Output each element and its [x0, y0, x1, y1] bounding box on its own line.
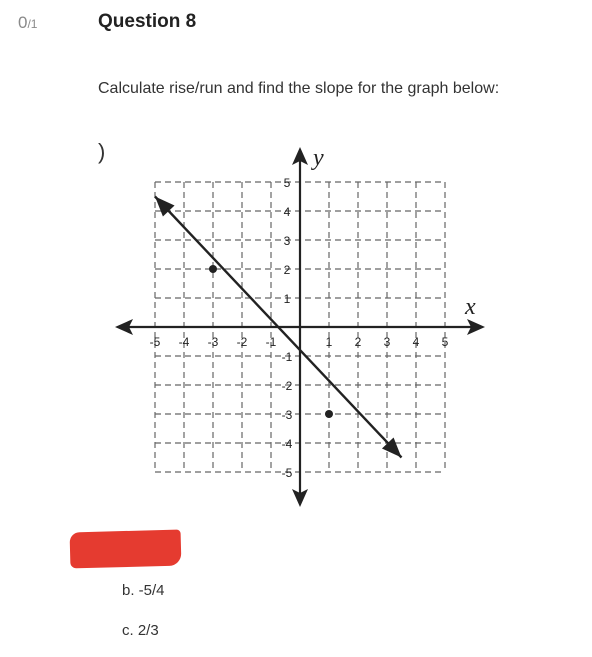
x-tick-label: 4 [412, 335, 420, 349]
graph-axes [115, 147, 485, 507]
x-tick-label: 3 [383, 335, 391, 349]
y-tick-label: 5 [283, 176, 291, 190]
question-paren: ) [98, 139, 106, 164]
x-tick-label: -2 [236, 335, 248, 349]
y-tick-label: 4 [283, 205, 291, 219]
x-tick-label: -1 [265, 335, 277, 349]
y-tick-label: 2 [283, 263, 291, 277]
score-earned: 0 [18, 13, 28, 32]
question-prompt: Calculate rise/run and find the slope for the graph below: [98, 80, 500, 97]
x-tick-label: -3 [207, 335, 219, 349]
y-tick-label: -3 [281, 408, 293, 422]
y-tick-label: -2 [281, 379, 293, 393]
question-title: Question 8 [98, 11, 197, 32]
plotted-point [325, 410, 333, 418]
y-tick-label: -4 [281, 437, 293, 451]
x-tick-label: 1 [325, 335, 333, 349]
answer-option-b[interactable]: b. -5/4 [122, 582, 165, 599]
y-tick-label: -5 [281, 466, 293, 480]
x-axis-label: x [465, 294, 476, 320]
y-tick-label: 3 [283, 234, 291, 248]
redacted-answer-mark [70, 530, 182, 569]
y-tick-label: 1 [283, 292, 291, 306]
x-tick-label: -4 [178, 335, 190, 349]
answer-option-c[interactable]: c. 2/3 [122, 622, 159, 639]
x-tick-label: -5 [149, 335, 161, 349]
plotted-point [209, 265, 217, 273]
y-tick-label: -1 [281, 350, 293, 364]
x-tick-label: 5 [441, 335, 449, 349]
score-total: /1 [27, 17, 38, 31]
x-tick-label: 2 [354, 335, 362, 349]
y-axis-label: y [313, 145, 324, 171]
